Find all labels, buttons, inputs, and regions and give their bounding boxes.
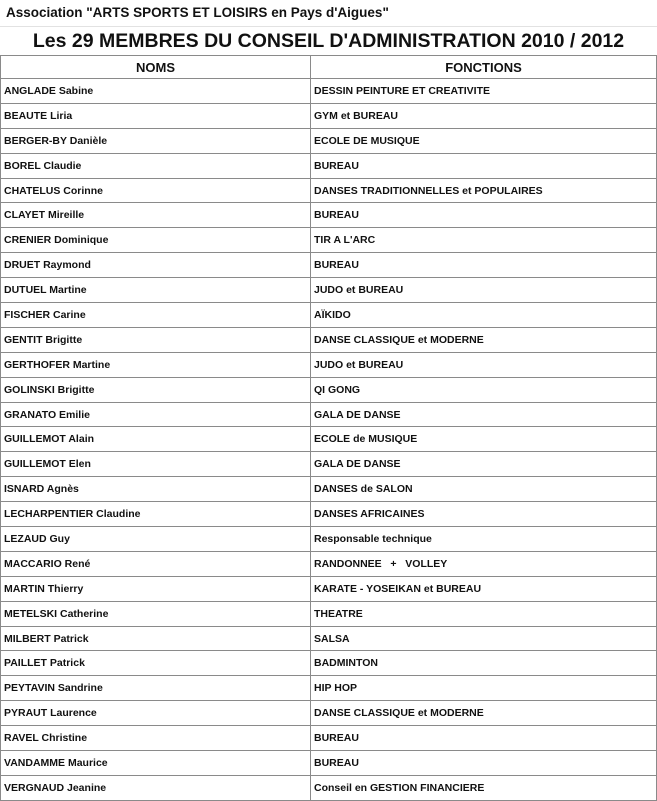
member-function: JUDO et BUREAU bbox=[311, 352, 657, 377]
association-header bbox=[0, 0, 657, 27]
table-row bbox=[1, 327, 657, 352]
column-header-noms: NOMS bbox=[1, 56, 311, 79]
member-function: TIR A L'ARC bbox=[311, 228, 657, 253]
member-name: BEAUTE Liria bbox=[1, 103, 311, 128]
member-name: METELSKI Catherine bbox=[1, 601, 311, 626]
member-function: JUDO et BUREAU bbox=[311, 278, 657, 303]
table-row bbox=[1, 203, 657, 228]
page-title: Les 29 MEMBRES DU CONSEIL D'ADMINISTRATION 2010 / 2012 bbox=[32, 30, 625, 52]
member-name: CRENIER Dominique bbox=[1, 228, 311, 253]
table-row bbox=[1, 651, 657, 676]
member-name: GRANATO Emilie bbox=[1, 402, 311, 427]
member-name: MACCARIO René bbox=[1, 551, 311, 576]
member-function: THEATRE bbox=[311, 601, 657, 626]
table-row bbox=[1, 402, 657, 427]
table-row bbox=[1, 452, 657, 477]
table-row bbox=[1, 79, 657, 104]
member-function: BUREAU bbox=[311, 751, 657, 776]
table-row bbox=[1, 278, 657, 303]
member-name: RAVEL Christine bbox=[1, 726, 311, 751]
member-name: MILBERT Patrick bbox=[1, 626, 311, 651]
member-name: PYRAUT Laurence bbox=[1, 701, 311, 726]
member-function: ECOLE de MUSIQUE bbox=[311, 427, 657, 452]
member-function: SALSA bbox=[311, 626, 657, 651]
member-function: GALA DE DANSE bbox=[311, 402, 657, 427]
member-function: DESSIN PEINTURE ET CREATIVITE bbox=[311, 79, 657, 104]
table-row bbox=[1, 477, 657, 502]
member-function: DANSE CLASSIQUE et MODERNE bbox=[311, 701, 657, 726]
table-row bbox=[1, 676, 657, 701]
member-name: VERGNAUD Jeanine bbox=[1, 775, 311, 800]
table-row bbox=[1, 626, 657, 651]
table-row bbox=[1, 352, 657, 377]
column-header-fonctions: FONCTIONS bbox=[311, 56, 657, 79]
member-function: BUREAU bbox=[311, 203, 657, 228]
association-name: Association "ARTS SPORTS ET LOISIRS en Pays d'Aigues" bbox=[6, 5, 389, 20]
member-function: KARATE - YOSEIKAN et BUREAU bbox=[311, 576, 657, 601]
member-function: DANSES AFRICAINES bbox=[311, 502, 657, 527]
member-function: GALA DE DANSE bbox=[311, 452, 657, 477]
member-function: ECOLE DE MUSIQUE bbox=[311, 128, 657, 153]
member-name: MARTIN Thierry bbox=[1, 576, 311, 601]
member-function: Responsable technique bbox=[311, 527, 657, 552]
member-name: CHATELUS Corinne bbox=[1, 178, 311, 203]
table-row bbox=[1, 701, 657, 726]
member-name: ANGLADE Sabine bbox=[1, 79, 311, 104]
member-function: GYM et BUREAU bbox=[311, 103, 657, 128]
table-row bbox=[1, 751, 657, 776]
table-row bbox=[1, 377, 657, 402]
member-function: HIP HOP bbox=[311, 676, 657, 701]
member-function: BUREAU bbox=[311, 253, 657, 278]
member-name: GOLINSKI Brigitte bbox=[1, 377, 311, 402]
table-row bbox=[1, 253, 657, 278]
member-name: GENTIT Brigitte bbox=[1, 327, 311, 352]
table-row bbox=[1, 303, 657, 328]
table-row bbox=[1, 576, 657, 601]
table-row bbox=[1, 726, 657, 751]
member-function: DANSES de SALON bbox=[311, 477, 657, 502]
member-function: RANDONNEE + VOLLEY bbox=[311, 551, 657, 576]
member-name: GUILLEMOT Elen bbox=[1, 452, 311, 477]
table-row bbox=[1, 551, 657, 576]
member-function: AÏKIDO bbox=[311, 303, 657, 328]
member-name: DRUET Raymond bbox=[1, 253, 311, 278]
member-name: ISNARD Agnès bbox=[1, 477, 311, 502]
table-row bbox=[1, 178, 657, 203]
member-function: DANSE CLASSIQUE et MODERNE bbox=[311, 327, 657, 352]
members-table-body bbox=[1, 79, 657, 801]
table-row bbox=[1, 427, 657, 452]
member-name: PEYTAVIN Sandrine bbox=[1, 676, 311, 701]
table-row bbox=[1, 601, 657, 626]
table-row bbox=[1, 527, 657, 552]
table-row bbox=[1, 775, 657, 800]
member-name: PAILLET Patrick bbox=[1, 651, 311, 676]
members-table bbox=[0, 55, 657, 801]
member-function: DANSES TRADITIONNELLES et POPULAIRES bbox=[311, 178, 657, 203]
member-name: CLAYET Mireille bbox=[1, 203, 311, 228]
table-row bbox=[1, 128, 657, 153]
member-name: BERGER-BY Danièle bbox=[1, 128, 311, 153]
member-name: VANDAMME Maurice bbox=[1, 751, 311, 776]
member-name: DUTUEL Martine bbox=[1, 278, 311, 303]
member-name: FISCHER Carine bbox=[1, 303, 311, 328]
member-function: BUREAU bbox=[311, 153, 657, 178]
table-header-row bbox=[1, 56, 657, 79]
member-name: GERTHOFER Martine bbox=[1, 352, 311, 377]
table-row bbox=[1, 153, 657, 178]
member-function: BUREAU bbox=[311, 726, 657, 751]
member-function: QI GONG bbox=[311, 377, 657, 402]
member-function: Conseil en GESTION FINANCIERE bbox=[311, 775, 657, 800]
table-row bbox=[1, 103, 657, 128]
member-name: BOREL Claudie bbox=[1, 153, 311, 178]
member-function: BADMINTON bbox=[311, 651, 657, 676]
member-name: LECHARPENTIER Claudine bbox=[1, 502, 311, 527]
table-row bbox=[1, 502, 657, 527]
member-name: GUILLEMOT Alain bbox=[1, 427, 311, 452]
table-row bbox=[1, 228, 657, 253]
member-name: LEZAUD Guy bbox=[1, 527, 311, 552]
